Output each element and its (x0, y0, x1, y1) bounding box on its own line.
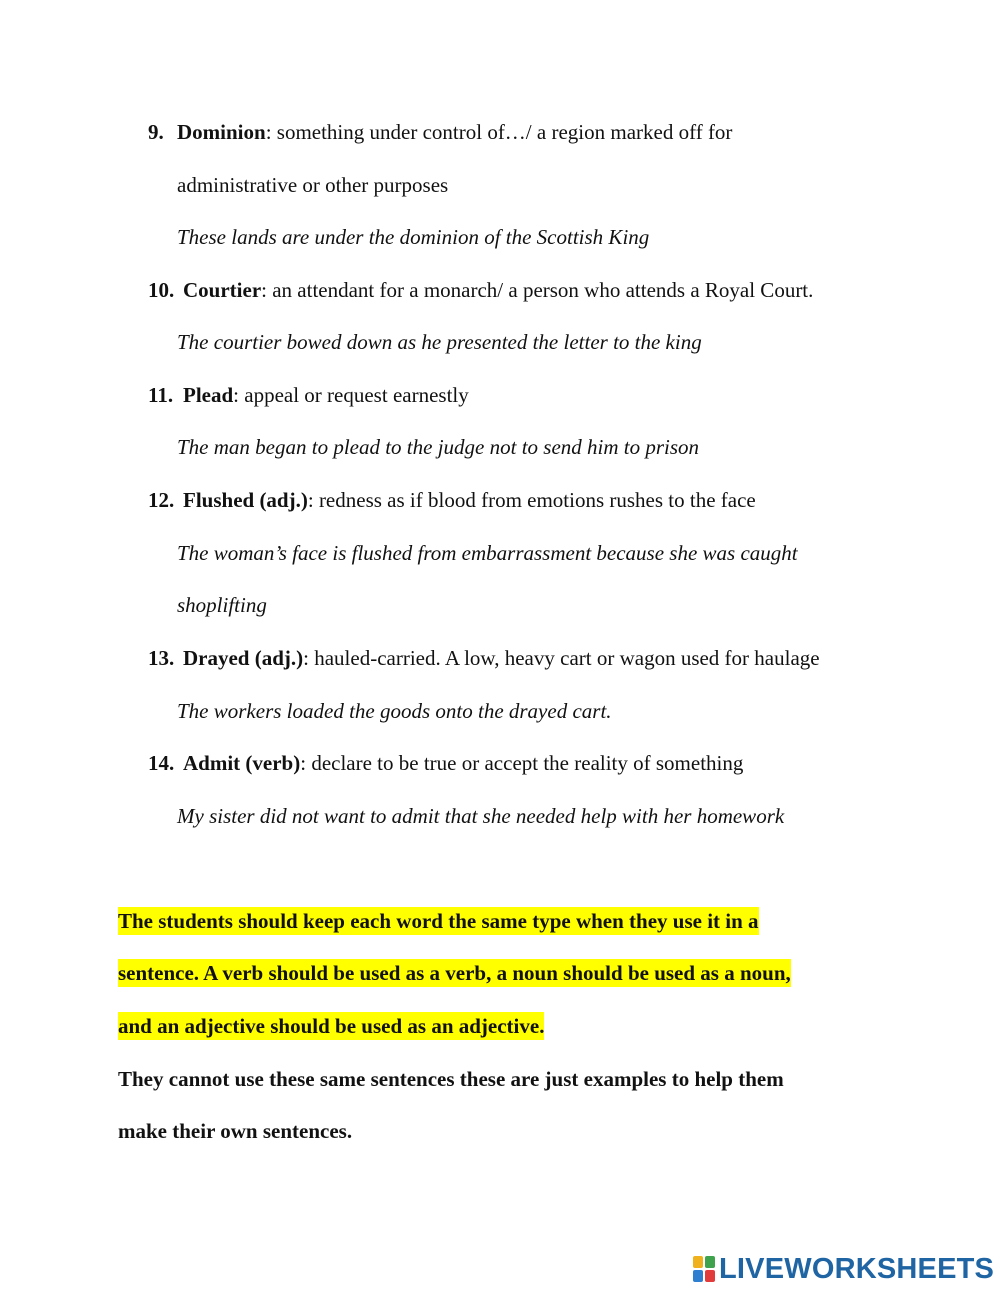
entry-13-example: The workers loaded the goods onto the drayed cart. (177, 699, 612, 723)
logo-text: LIVEWORKSHEETS (719, 1252, 995, 1285)
highlighted-note-line-3 (118, 1012, 544, 1040)
entry-definition: : redness as if blood from emotions rushes to the face (307, 488, 756, 512)
liveworksheets-logo (693, 1252, 994, 1286)
entry-11-line (148, 381, 469, 409)
highlighted-text: sentence. A verb should be used as a verb, a noun should be used as a noun, (118, 961, 791, 985)
entry-definition: : declare to be true or accept the reality of something (300, 751, 744, 775)
entry-number: 14. (148, 751, 175, 775)
entry-number: 13. (148, 646, 175, 670)
entry-9-line (148, 118, 732, 146)
plain-note-line-2: make their own sentences. (118, 1119, 353, 1143)
entry-term: Dominion (177, 120, 266, 144)
entry-10-line (148, 276, 813, 304)
entry-definition: : appeal or request earnestly (233, 383, 469, 407)
liveworksheets-logo-icon (693, 1256, 715, 1282)
entry-14-example: My sister did not want to admit that she needed help with her homework (177, 804, 785, 828)
entry-9-definition-cont: administrative or other purposes (177, 173, 449, 197)
entry-12-example: The woman’s face is flushed from embarrassment because she was caught (177, 541, 798, 565)
entry-12-example-cont: shoplifting (177, 593, 267, 617)
plain-note-line-1: They cannot use these same sentences these are just examples to help them (118, 1067, 784, 1091)
entry-term: Plead (183, 383, 234, 407)
highlighted-text: and an adjective should be used as an adjective. (118, 1014, 545, 1038)
entry-term: Admit (verb) (183, 751, 301, 775)
entry-number: 11. (148, 383, 174, 407)
highlighted-note-line-2 (118, 959, 791, 987)
highlighted-text: The students should keep each word the same type when they use it in a (118, 909, 759, 933)
entry-9-example: These lands are under the dominion of the Scottish King (177, 225, 650, 249)
entry-definition: : something under control of…/ a region marked off for (265, 120, 733, 144)
entry-number: 12. (148, 488, 175, 512)
entry-term: Courtier (183, 278, 262, 302)
entry-number: 10. (148, 278, 175, 302)
entry-11-example: The man began to plead to the judge not to send him to prison (177, 435, 700, 459)
entry-number: 9. (148, 120, 164, 144)
entry-term: Drayed (adj.) (183, 646, 304, 670)
entry-term: Flushed (adj.) (183, 488, 308, 512)
entry-10-example: The courtier bowed down as he presented the letter to the king (177, 330, 702, 354)
entry-12-line (148, 486, 756, 514)
entry-14-line (148, 749, 743, 777)
entry-13-line (148, 644, 820, 672)
entry-definition: : hauled-carried. A low, heavy cart or wagon used for haulage (303, 646, 820, 670)
highlighted-note-line-1 (118, 907, 759, 935)
entry-definition: : an attendant for a monarch/ a person who attends a Royal Court. (261, 278, 814, 302)
